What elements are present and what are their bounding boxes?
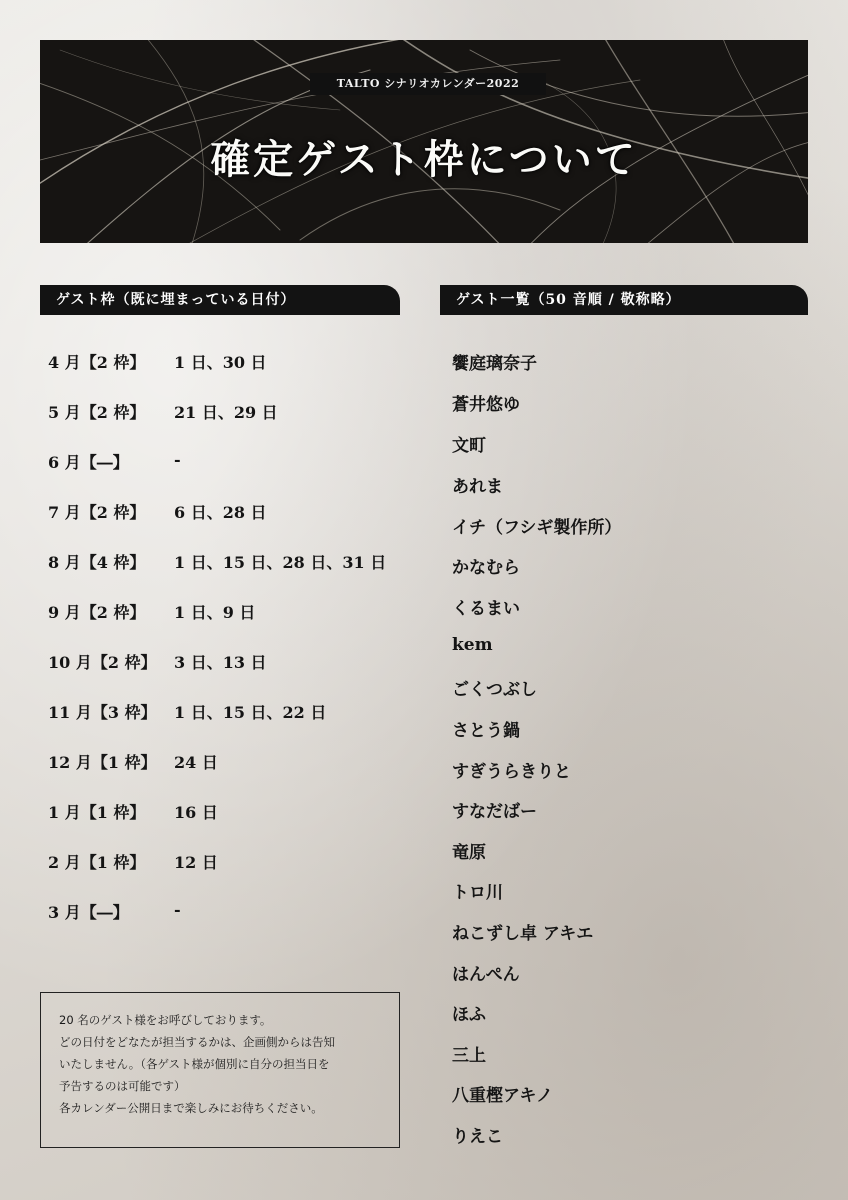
guest-name: ごくつぶし (452, 680, 537, 700)
month-row (48, 850, 408, 874)
guest-name: イチ（フシギ製作所） (452, 518, 622, 538)
notice-line: 予告するのは可能です） (59, 1079, 186, 1093)
month-row (48, 550, 408, 574)
month-label: 7 月【2 枠】 (48, 503, 146, 522)
month-row (48, 700, 408, 724)
month-label: 9 月【2 枠】 (48, 603, 146, 622)
guest-name: はんぺん (452, 965, 520, 985)
guest-name: ほふ (452, 1005, 486, 1025)
month-dates: 16 日 (174, 803, 218, 822)
month-dates: 1 日、15 日、22 日 (174, 703, 327, 722)
guest-name: さとう鍋 (452, 721, 520, 741)
month-dates: 24 日 (174, 753, 218, 772)
month-dates: 12 日 (174, 853, 218, 872)
guest-name: 八重樫アキノ (452, 1086, 553, 1106)
notice-line: 各カレンダー公開日まで楽しみにお待ちください。 (59, 1101, 323, 1115)
month-dates: 1 日、9 日 (174, 603, 256, 622)
month-row (48, 900, 408, 924)
notice-line: どの日付をどなたが担当するかは、企画側からは告知 (59, 1035, 335, 1049)
month-label: 5 月【2 枠】 (48, 403, 146, 422)
month-row (48, 750, 408, 774)
month-label: 6 月【―】 (48, 453, 129, 472)
guest-name: 文町 (452, 436, 486, 456)
calendar-tag: TALTO シナリオカレンダー2022 (310, 73, 546, 95)
header-banner (40, 40, 808, 243)
guest-name: かなむら (452, 558, 520, 578)
guest-name: すぎうらきりと (452, 762, 571, 782)
month-label: 2 月【1 枠】 (48, 853, 146, 872)
month-label: 10 月【2 枠】 (48, 653, 157, 672)
month-label: 4 月【2 枠】 (48, 353, 146, 372)
guest-list-header: ゲスト一覧（50 音順 / 敬称略） (440, 285, 808, 315)
guest-name: すなだばー (452, 802, 537, 822)
guest-name: ねこずし卓 アキエ (452, 924, 594, 944)
guest-name: りえこ (452, 1127, 503, 1147)
guest-slots-header: ゲスト枠（既に埋まっている日付） (40, 285, 400, 315)
guest-name: 竜原 (452, 843, 486, 863)
month-dates: 21 日、29 日 (174, 403, 278, 422)
notice-box (40, 992, 400, 1148)
month-dates: 1 日、30 日 (174, 353, 267, 372)
month-row (48, 500, 408, 524)
month-row (48, 600, 408, 624)
month-row (48, 400, 408, 424)
month-label: 3 月【―】 (48, 903, 129, 922)
guest-name: あれま (452, 477, 503, 497)
guest-name: kem (452, 635, 493, 655)
month-dates: 6 日、28 日 (174, 503, 267, 522)
month-dates: 1 日、15 日、28 日、31 日 (174, 553, 387, 572)
month-label: 12 月【1 枠】 (48, 753, 157, 772)
month-row (48, 800, 408, 824)
guest-name: 三上 (452, 1046, 486, 1066)
notice-line: いたしません。（各ゲスト様が個別に自分の担当日を (59, 1057, 330, 1071)
month-row (48, 450, 408, 474)
notice-line: 20 名のゲスト様をお呼びしております。 (59, 1013, 272, 1027)
guest-name: 饗庭璃奈子 (452, 354, 537, 374)
month-label: 11 月【3 枠】 (48, 703, 157, 722)
month-label: 8 月【4 枠】 (48, 553, 146, 572)
month-row (48, 350, 408, 374)
guest-name: くるまい (452, 599, 520, 619)
month-row (48, 650, 408, 674)
month-dates: 3 日、13 日 (174, 653, 267, 672)
guest-name: トロ川 (452, 883, 503, 903)
guest-name: 蒼井悠ゆ (452, 395, 520, 415)
month-label: 1 月【1 枠】 (48, 803, 146, 822)
page-title: 確定ゲスト枠について (210, 136, 638, 183)
month-dates: - (174, 900, 181, 919)
month-dates: - (174, 450, 181, 469)
